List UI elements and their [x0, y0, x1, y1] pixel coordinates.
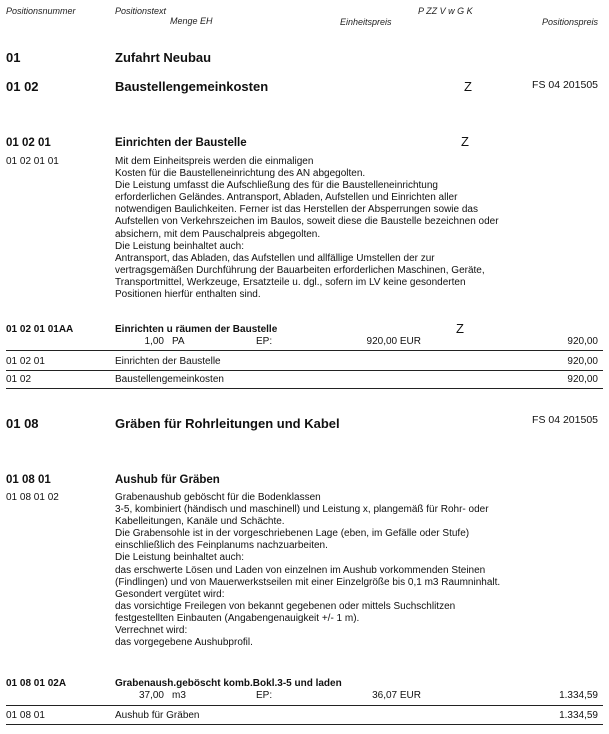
- unit-price-01080102A: 36,07 EUR: [372, 690, 421, 701]
- description-line: erforderlichen Geländes. Antransport, Abladen, Aufstellen und Einrichten aller: [115, 192, 458, 204]
- description-line: (Findlingen) und von Mauerwerkstseilen mit einer Einzelgröße bis 0,1 m3 Raumninhalt.: [115, 576, 501, 588]
- section-title-010801: Aushub für Gräben: [115, 474, 220, 486]
- description-line: Die Leistung umfasst die Aufschließung des für die Baustelleneinrichtung: [115, 180, 438, 192]
- description-line: Antransport, das Abladen, das Aufstellen und allfällige Umstellen der zur: [115, 252, 435, 264]
- sum-number-0102: 01 02: [6, 374, 32, 385]
- position-number-01080102: 01 08 01 02: [6, 492, 59, 503]
- description-line: Kosten für die Baustelleneinrichtung des AN abgegolten.: [115, 168, 366, 180]
- description-line: Positionen hierfür enthalten sind.: [115, 289, 261, 301]
- z-marker-0102: Z: [464, 79, 472, 94]
- description-line: einschließlich des Feinplanums nachzuarbeiten.: [115, 540, 328, 552]
- fs-code-0108: FS 04 201505: [532, 414, 598, 426]
- sum-value-0102: 920,00: [567, 374, 598, 385]
- section-number-010201: 01 02 01: [6, 137, 51, 149]
- position-description-01080102: [115, 492, 500, 649]
- col-positionspreis: Positionspreis: [541, 17, 598, 27]
- sum-label-010201: Einrichten der Baustelle: [115, 356, 221, 367]
- position-description-01020101: [115, 156, 499, 301]
- position-number-01080102A: 01 08 01 02A: [6, 678, 67, 689]
- sum-value-010801: 1.334,59: [559, 710, 598, 721]
- col-positionsnummer: Positionsnummer: [6, 6, 76, 16]
- description-line: Gesondert vergütet wird:: [115, 588, 225, 600]
- divider: [6, 370, 603, 371]
- position-price-01020101AA: 920,00: [567, 336, 598, 347]
- section-number-0108: 01 08: [6, 416, 39, 431]
- section-title-010201: Einrichten der Baustelle: [115, 137, 247, 149]
- description-line: Mit dem Einheitspreis werden die einmaligen: [115, 156, 314, 167]
- description-line: Kabelleitungen, Kanäle und Schächte.: [115, 516, 285, 528]
- position-price-01080102A: 1.334,59: [559, 690, 598, 701]
- col-einheitspreis: Einheitspreis: [340, 17, 392, 27]
- description-line: Die Leistung beinhaltet auch:: [115, 552, 244, 564]
- position-title-01080102A: Grabenaush.geböscht komb.Bokl.3-5 und laden: [115, 678, 342, 689]
- ep-label-01080102A: EP:: [256, 690, 273, 701]
- description-line: Verrechnet wird:: [115, 625, 188, 637]
- position-title-01020101AA: Einrichten u räumen der Baustelle: [115, 324, 278, 335]
- section-title-01: Zufahrt Neubau: [115, 50, 212, 65]
- col-pzzv: P ZZ V w G K: [418, 6, 473, 16]
- description-line: das vorsichtige Freilegen von bekannt gegebenen oder mittels Suchschlitzen: [115, 600, 456, 612]
- description-line: Aufstellen von Verkehrszeichen im Baulos, soweit diese die Baustelle bezeichnen oder: [115, 216, 499, 228]
- col-menge-eh: Menge EH: [170, 16, 213, 26]
- fs-code-0102: FS 04 201505: [532, 79, 598, 91]
- description-line: vertragsgemäßen Durchführung der Bauarbeiten erforderlichen Maschinen, Geräte,: [115, 264, 485, 276]
- description-line: 3-5, kombiniert (händisch und maschinell) und Leistung x, plangemäß für Rohr- oder: [115, 504, 489, 516]
- ep-label-01020101AA: EP:: [256, 336, 273, 347]
- z-marker-010201: Z: [461, 134, 469, 149]
- unit-01080102A: m3: [172, 690, 186, 701]
- description-line: das vorgegebene Aushubprofil.: [115, 637, 253, 649]
- description-line: Die Leistung beinhaltet auch:: [115, 240, 244, 252]
- divider: [6, 724, 603, 725]
- sum-value-010201: 920,00: [567, 356, 598, 367]
- col-positionstext: Positionstext: [115, 6, 167, 16]
- sum-label-010801: Aushub für Gräben: [115, 710, 200, 721]
- description-line: Transportmittel, Werkzeuge, Ersatzteile u. dgl., sofern im LV keine gesonderten: [115, 276, 466, 288]
- divider: [6, 388, 603, 389]
- description-line: das erschwerte Lösen und Laden von einzelnen im Aushub vorkommenden Steinen: [115, 564, 486, 576]
- quantity-01020101AA: 1,00: [144, 336, 164, 347]
- description-line: Die Grabensohle ist in der vorgeschriebenen Lage (eben, im Gefälle oder Stufe): [115, 528, 470, 540]
- sum-number-010801: 01 08 01: [6, 710, 45, 721]
- unit-01020101AA: PA: [172, 336, 185, 347]
- sum-number-010201: 01 02 01: [6, 356, 45, 367]
- z-marker-01020101AA: Z: [456, 321, 464, 336]
- description-line: Grabenaushub geböscht für die Bodenklassen: [115, 492, 321, 503]
- unit-price-01020101AA: 920,00 EUR: [366, 336, 421, 347]
- section-number-0102: 01 02: [6, 79, 39, 94]
- section-number-01: 01: [6, 50, 21, 65]
- description-line: absichern, mit dem Pauschalpreis abgegolten.: [115, 228, 321, 240]
- divider: [6, 350, 603, 351]
- divider: [6, 705, 603, 706]
- section-number-010801: 01 08 01: [6, 474, 51, 486]
- sum-label-0102: Baustellengemeinkosten: [115, 374, 224, 385]
- position-number-01020101AA: 01 02 01 01AA: [6, 324, 74, 335]
- quantity-01080102A: 37,00: [138, 690, 164, 701]
- position-number-01020101: 01 02 01 01: [6, 156, 59, 167]
- description-line: notwendigen Baulichkeiten. Ferner ist das Herstellen der Absperrungen sowie das: [115, 204, 478, 216]
- description-line: festgestellten Einbauten (Angabengenauigkeit +/- 1 m).: [115, 612, 360, 624]
- section-title-0102: Baustellengemeinkosten: [115, 79, 269, 94]
- section-title-0108: Gräben für Rohrleitungen und Kabel: [115, 416, 340, 431]
